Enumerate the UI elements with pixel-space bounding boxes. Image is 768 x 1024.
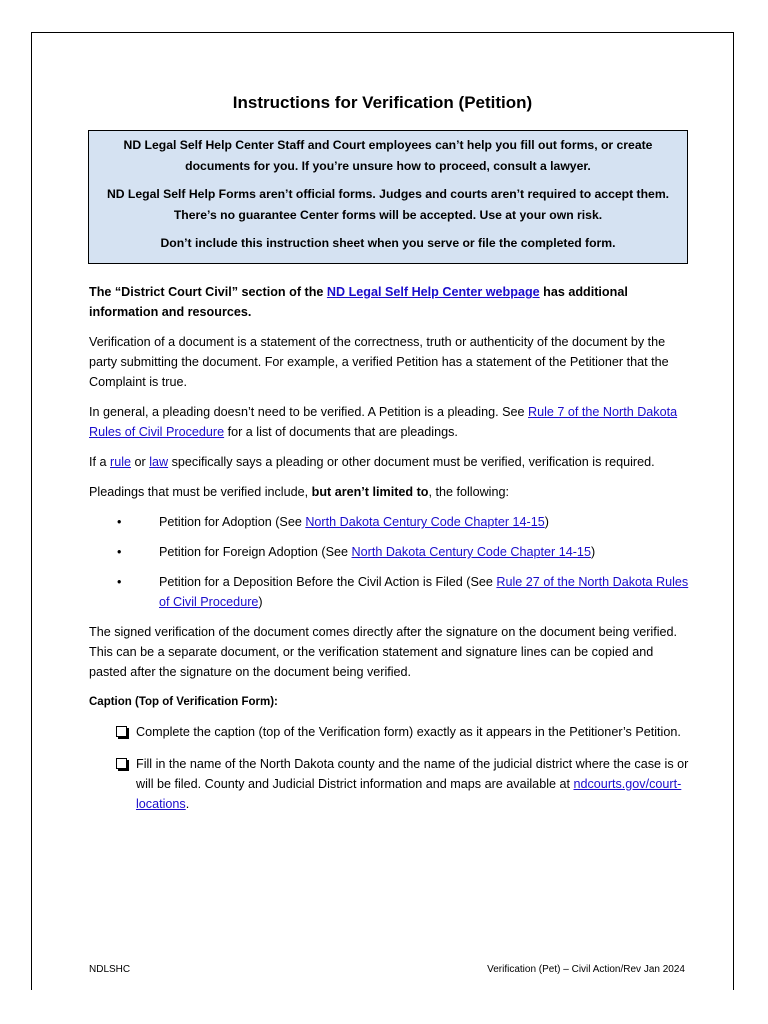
rule-text-mid: or (131, 455, 150, 469)
checkbox-icon (116, 726, 127, 737)
list-item-close: ) (590, 545, 596, 559)
rule-text-post: specifically says a pleading or other document must be verified, verification is required. (168, 455, 655, 469)
ndcc-14-15-link[interactable]: North Dakota Century Code Chapter 14-15 (305, 515, 545, 529)
ndcc-14-15-link[interactable]: North Dakota Century Code Chapter 14-15 (351, 545, 591, 559)
checkbox-icon (116, 758, 127, 769)
rule-law-paragraph (89, 452, 689, 472)
instructions-body (89, 282, 689, 826)
page-footer (89, 964, 685, 975)
disclaimer-forms: ND Legal Self Help Forms aren’t official forms. Judges and courts aren’t required to accept them. There’s no guarantee Center forms will be accepted. Use at your own risk. (106, 187, 670, 222)
disclaimer-instruction-sheet: Don’t include this instruction sheet when you serve or file the completed form. (160, 236, 616, 250)
list-intro-emphasis: but aren’t limited to (311, 485, 429, 499)
list-item (89, 542, 689, 562)
bullet-icon: • (117, 575, 122, 589)
list-item-text: Petition for Adoption (See (159, 515, 306, 529)
list-item (89, 512, 689, 532)
page-title: Instructions for Verification (Petition) (232, 93, 533, 112)
caption-heading: Caption (Top of Verification Form): (89, 696, 278, 708)
pleading-text-pre: In general, a pleading doesn’t need to be verified. A Petition is a pleading. See (89, 405, 528, 419)
rule-27-link[interactable]: Rule 27 of the North Dakota Rules of Civil Procedure (159, 575, 689, 609)
list-intro-pre: Pleadings that must be verified include, (89, 485, 312, 499)
checklist-text: Fill in the name of the North Dakota county and the name of the judicial district where the case is or will be filed. County and Judicial District information and maps are available at (136, 757, 689, 791)
document-page (31, 32, 734, 990)
bullet-icon: • (117, 515, 122, 529)
disclaimer-staff: ND Legal Self Help Center Staff and Court employees can’t help you fill out forms, or create documents for you. If you’re unsure how to proceed, consult a lawyer. (123, 138, 653, 173)
footer-left: NDLSHC (89, 964, 131, 975)
pleading-paragraph (89, 402, 689, 442)
law-link[interactable]: law (149, 455, 169, 469)
rule-7-link[interactable]: Rule 7 of the North Dakota Rules of Civil Procedure (89, 405, 678, 439)
caption-checklist (89, 722, 689, 814)
pleading-text-post: for a list of documents that are pleadings. (224, 425, 458, 439)
list-item (89, 572, 689, 612)
signed-verification-paragraph: The signed verification of the document comes directly after the signature on the document being verified. This can be a separate document, or the verification statement and signature lines can be copied and pasted after the signature on the document being verified. (89, 625, 678, 679)
verified-pleadings-list (89, 512, 689, 612)
list-item-close: ) (544, 515, 549, 529)
list-item-text: Petition for Foreign Adoption (See (159, 545, 352, 559)
footer-right: Verification (Pet) – Civil Action/Rev Jan 2024 (487, 964, 685, 975)
verification-definition: Verification of a document is a statement of the correctness, truth or authenticity of the document by the party submitting the document. For example, a verified Petition has a statement of the Petitioner that the Complaint is true. (89, 335, 669, 389)
intro-paragraph (89, 282, 689, 322)
checklist-item (89, 754, 689, 814)
self-help-center-link[interactable]: ND Legal Self Help Center webpage (326, 285, 540, 299)
verified-list-intro (89, 482, 689, 502)
checklist-item (89, 722, 689, 742)
court-locations-link[interactable]: ndcourts.gov/court-locations (136, 777, 682, 811)
rule-text-pre: If a (89, 455, 110, 469)
intro-text-pre: The “District Court Civil” section of the (89, 285, 327, 299)
checklist-text: Complete the caption (top of the Verification form) exactly as it appears in the Petitioner’s Petition. (136, 725, 681, 739)
list-item-text: Petition for a Deposition Before the Civil Action is Filed (See (159, 575, 497, 589)
bullet-icon: • (117, 545, 122, 559)
list-intro-post: , the following: (428, 485, 509, 499)
rule-link[interactable]: rule (110, 455, 131, 469)
checklist-text-post: . (185, 797, 190, 811)
disclaimer-box (88, 130, 688, 264)
list-item-close: ) (258, 595, 263, 609)
intro-text-post: has additional information and resources. (89, 285, 628, 319)
